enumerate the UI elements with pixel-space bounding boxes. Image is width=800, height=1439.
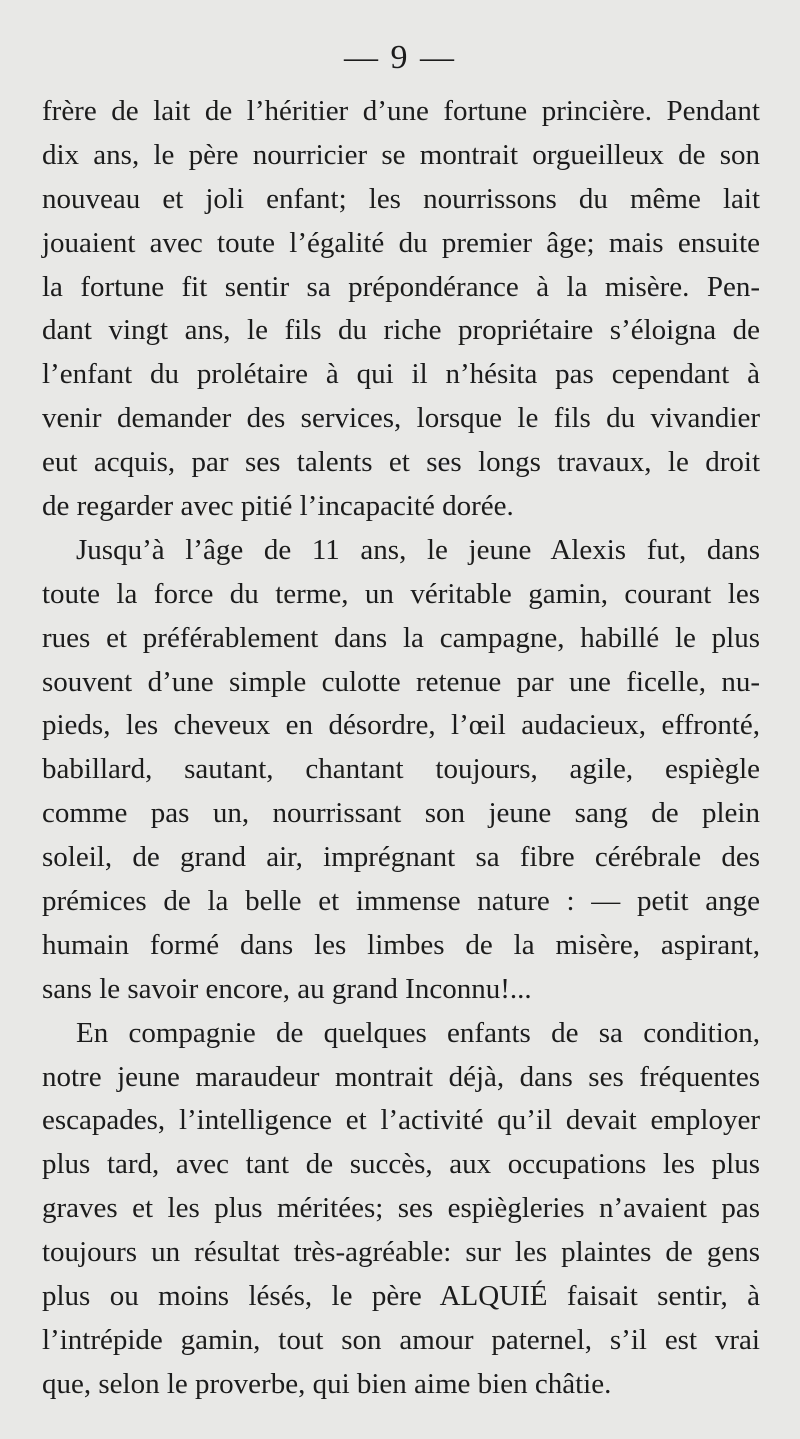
- text-line: Jusqu’à l’âge de 11 ans, le jeune Alexis fut, dans: [76, 533, 760, 566]
- text-line: jouaient avec toute l’égalité du premier âge; mais ensuite: [42, 226, 760, 259]
- text-line: dix ans, le père nourricier se montrait orgueilleux de son: [42, 138, 760, 171]
- text-line: venir demander des services, lorsque le fils du vivandier: [42, 402, 760, 435]
- text-line: l’enfant du prolétaire à qui il n’hésita pas cependant à: [42, 358, 760, 391]
- text-line: pieds, les cheveux en désordre, l’œil audacieux, effronté,: [42, 709, 760, 742]
- text-line: de regarder avec pitié l’incapacité dorée.: [42, 490, 514, 523]
- paragraph: [42, 529, 760, 1012]
- text-line: comme pas un, nourrissant son jeune sang de plein: [42, 797, 760, 830]
- text-line: toute la force du terme, un véritable gamin, courant les: [42, 577, 760, 610]
- text-line: escapades, l’intelligence et l’activité qu’il devait employer: [42, 1104, 760, 1137]
- text-line: souvent d’une simple culotte retenue par une ficelle, nu-: [42, 665, 760, 698]
- text-line: soleil, de grand air, imprégnant sa fibre cérébrale des: [42, 841, 760, 874]
- text-line: que, selon le proverbe, qui bien aime bien châtie.: [42, 1367, 612, 1400]
- text-line: plus ou moins lésés, le père ALQUIÉ faisait sentir, à: [42, 1280, 760, 1313]
- text-line: sans le savoir encore, au grand Inconnu!...: [42, 972, 532, 1005]
- body-text: [42, 90, 760, 1407]
- text-line: toujours un résultat très-agréable: sur les plaintes de gens: [42, 1236, 760, 1269]
- paragraph: [42, 90, 760, 529]
- text-line: En compagnie de quelques enfants de sa condition,: [76, 1016, 760, 1049]
- text-line: nouveau et joli enfant; les nourrissons du même lait: [42, 182, 760, 215]
- paragraph: [42, 1012, 760, 1407]
- text-line: graves et les plus méritées; ses espiègleries n’avaient pas: [42, 1192, 760, 1225]
- text-line: l’intrépide gamin, tout son amour paternel, s’il est vrai: [42, 1323, 760, 1356]
- text-line: prémices de la belle et immense nature : — petit ange: [42, 885, 760, 918]
- text-line: la fortune fit sentir sa prépondérance à la misère. Pen-: [42, 270, 760, 303]
- text-line: frère de lait de l’héritier d’une fortune princière. Pendant: [42, 95, 760, 127]
- text-line: plus tard, avec tant de succès, aux occupations les plus: [42, 1148, 760, 1181]
- text-line: dant vingt ans, le fils du riche propriétaire s’éloigna de: [42, 314, 760, 347]
- page-number: — 9 —: [344, 39, 456, 76]
- text-line: eut acquis, par ses talents et ses longs travaux, le droit: [42, 446, 760, 479]
- text-line: rues et préférablement dans la campagne, habillé le plus: [42, 621, 760, 654]
- text-line: babillard, sautant, chantant toujours, agile, espiègle: [42, 753, 760, 786]
- text-line: humain formé dans les limbes de la misère, aspirant,: [42, 928, 760, 961]
- text-line: notre jeune maraudeur montrait déjà, dans ses fréquentes: [42, 1060, 760, 1093]
